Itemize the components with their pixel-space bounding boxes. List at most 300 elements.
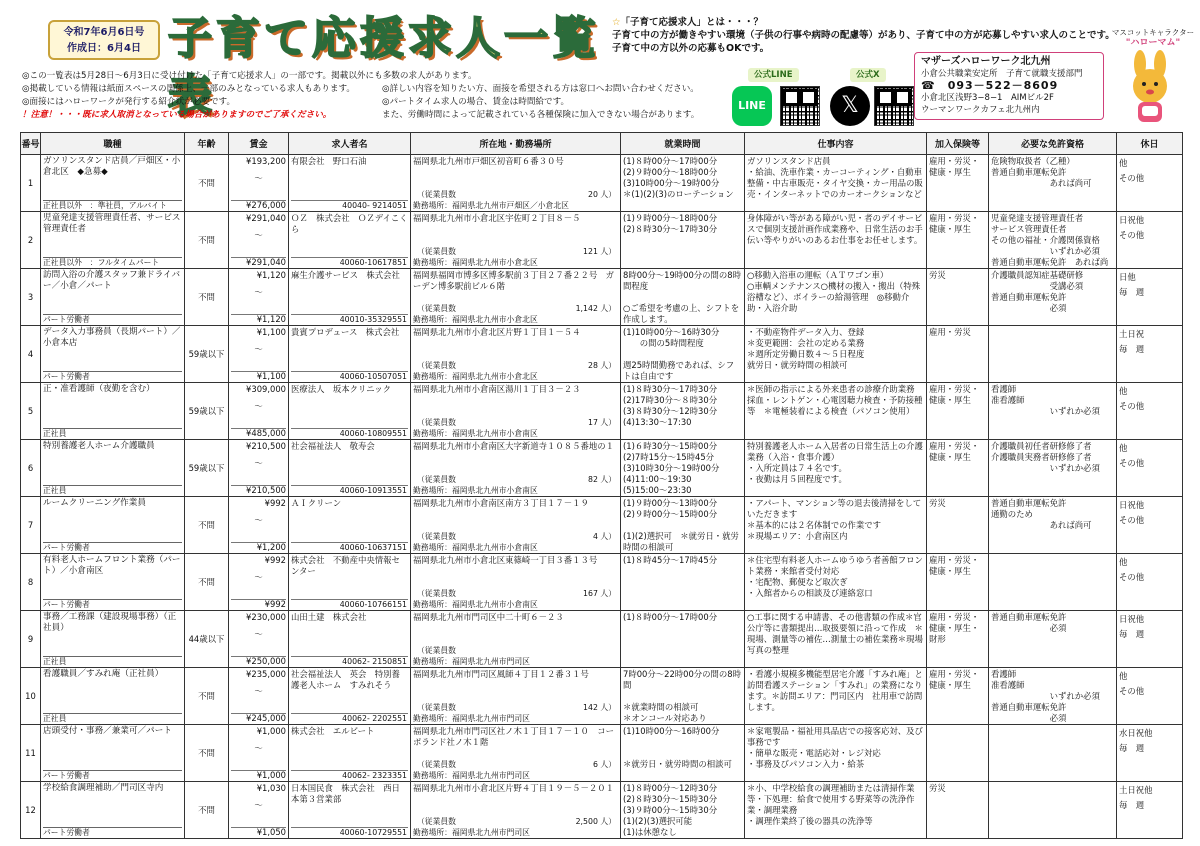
license-cell — [989, 383, 1117, 440]
company-name: 日本国民食 株式会社 西日本第３営業部 — [291, 783, 400, 804]
employment-type: パート労働者 — [43, 599, 182, 610]
working-hours: (1)６時30分～15時00分 (2)7時15分～15時45分 (3)10時30分～19時00分 (4)11:00～19:30 (5)15:00～23:30 — [623, 441, 720, 495]
company-cell — [289, 497, 411, 554]
wage-min: ¥1,030 — [256, 783, 286, 793]
holidays: 土日祝 毎 週 — [1119, 329, 1145, 354]
wage-min: ¥992 — [264, 498, 286, 508]
employee-count: 17 人） — [588, 418, 616, 427]
wage-max: ¥250,000 — [246, 656, 286, 666]
wage-cell — [229, 611, 289, 668]
hours-cell — [621, 611, 745, 668]
insurance: 労災 — [929, 783, 946, 793]
job-duties: ・看護小規模多機能型居宅介護「すみれ庵」と訪問看護ステーション「すみれ」の業務になります。＊訪問エリア：門司区内 社用車で訪問します。 — [747, 669, 923, 712]
location-cell — [411, 155, 621, 212]
wage-cell — [229, 212, 289, 269]
employment-type: パート労働者 — [43, 770, 182, 781]
age-requirement: 不問 — [185, 155, 229, 212]
employment-type: 正社員 — [43, 656, 182, 667]
company-cell — [289, 383, 411, 440]
header-number: 番号 — [21, 133, 41, 155]
age-requirement: 不問 — [185, 497, 229, 554]
work-place-label: 勤務場所： — [413, 771, 452, 780]
wage-min: ¥193,200 — [246, 156, 286, 166]
insurance-cell — [927, 269, 989, 326]
location-cell — [411, 212, 621, 269]
header-hours: 就業時間 — [621, 133, 745, 155]
company-cell — [289, 269, 411, 326]
work-place: 福岡県北九州市門司区 — [451, 657, 530, 666]
work-place: 福岡県北九州市門司区 — [451, 828, 530, 837]
employees-label: （従業員数 — [417, 247, 456, 256]
wage-max: ¥276,000 — [246, 200, 286, 210]
job-title: ガソリンスタンド店員／戸畑区・小倉北区 ◆急募◆ — [43, 156, 181, 177]
employees-label: （従業員数 — [417, 817, 456, 826]
employment-type: 正社員以外 ：準社員，アルバイト — [43, 200, 182, 211]
work-place-label: 勤務場所： — [413, 315, 452, 324]
insurance-cell — [927, 497, 989, 554]
insurance-cell — [927, 212, 989, 269]
job-duties: ＊家電製品・福祉用具品店での接客応対、及び事務です ・簡単な販売・電話応対・レジ対応 ・事務及びパソコン入力・給茶 — [747, 726, 923, 769]
holidays: 土日祝他 毎 週 — [1119, 785, 1153, 810]
work-place-label: 勤務場所： — [413, 429, 452, 438]
wage-cell — [229, 383, 289, 440]
job-cell — [41, 155, 185, 212]
company-address: 福岡県北九州市小倉南区湯川１丁目３－２３ — [413, 384, 581, 394]
job-code: 40062- 2202551 — [342, 714, 407, 723]
wage-min: ¥291,040 — [246, 213, 286, 223]
job-code: 40060-10766151 — [339, 600, 407, 609]
insurance: 雇用・労災・健康・厚生 — [929, 555, 980, 576]
wage-range-tilde: ～ — [254, 743, 263, 753]
company-address: 福岡県北九州市戸畑区初音町６番３０号 — [413, 156, 564, 166]
wage-range-tilde: ～ — [254, 287, 263, 297]
wage-range-tilde: ～ — [254, 230, 263, 240]
holidays: 水日祝他 毎 週 — [1119, 728, 1153, 753]
line-logo-icon[interactable]: LINE — [732, 86, 772, 126]
work-place-label: 勤務場所： — [413, 714, 452, 723]
wage-range-tilde: ～ — [254, 401, 263, 411]
table-row — [21, 440, 1183, 497]
employee-count: 121 人） — [583, 247, 616, 256]
insurance: 雇用・労災・健康・厚生 — [929, 441, 980, 462]
work-place: 福岡県北九州市小倉南区 — [451, 600, 538, 609]
license-cell — [989, 554, 1117, 611]
employees-label: （従業員数 — [417, 646, 456, 655]
company-name: 貴賓プロデュース 株式会社 — [291, 327, 400, 337]
table-row — [21, 383, 1183, 440]
company-name: 有限会社 野口石油 — [291, 156, 367, 166]
row-number: 1 — [21, 155, 41, 212]
job-code: 40062- 2323351 — [342, 771, 407, 780]
required-license — [989, 725, 1116, 781]
employee-count: 1,142 人） — [575, 304, 616, 313]
company-name: 株式会社 不動産中央情報センター — [291, 555, 400, 576]
company-address: 福岡県北九州市門司区社ノ木１丁目１７－１０ コーポランド社ノ木１階 — [413, 726, 614, 747]
wage-range-tilde: ～ — [254, 629, 263, 639]
table-row — [21, 497, 1183, 554]
location-cell — [411, 554, 621, 611]
required-license — [989, 554, 1116, 610]
holiday-cell — [1117, 668, 1183, 725]
line-label: 公式LINE — [748, 68, 799, 82]
holidays: 日祝他 その他 — [1119, 500, 1145, 525]
working-hours: (1)８時30分～17時30分 (2)17時30分～８時30分 (3)８時30分～12時30分 (4)13:30～17:30 — [623, 384, 718, 427]
company-cell — [289, 554, 411, 611]
hours-cell — [621, 326, 745, 383]
employees-label: （従業員数 — [417, 532, 456, 541]
holidays: 他 その他 — [1119, 443, 1145, 468]
work-place-label: 勤務場所： — [413, 657, 452, 666]
insurance: 労災 — [929, 498, 946, 508]
job-code: 40060-10637151 — [339, 543, 407, 552]
table-row — [21, 155, 1183, 212]
company-address: 福岡県北九州市小倉北区宇佐町２丁目８－５ — [413, 213, 581, 223]
row-number: 7 — [21, 497, 41, 554]
duties-cell — [745, 155, 927, 212]
hours-cell — [621, 554, 745, 611]
duties-cell — [745, 554, 927, 611]
required-license: 介護職員初任者研修修了者 介護職員実務者研修修了者 いずれか必須 — [991, 441, 1100, 473]
holidays: 日他 毎 週 — [1119, 272, 1145, 297]
insurance-cell — [927, 668, 989, 725]
job-title: 事務／工務課（建設現場事務）（正社員） — [43, 612, 177, 633]
working-hours: (1)８時00分～17時00分 (2)９時00分～18時00分 (3)10時00分～19時00分 ＊(1)(2)(3)のローテーション — [623, 156, 734, 199]
mascot-rabbit-icon — [1118, 50, 1182, 128]
created-date: 作成日：6月4日 — [67, 43, 141, 54]
company-name: 麻生介護サービス 株式会社 — [291, 270, 400, 280]
header-company: 求人者名 — [289, 133, 411, 155]
wage-min: ¥235,000 — [246, 669, 286, 679]
working-hours: (1)10時00分～16時00分 ＊就労日・就労時間の相談可 — [623, 726, 732, 769]
header-duties: 仕事内容 — [745, 133, 927, 155]
table-row — [21, 725, 1183, 782]
employee-count: 6 人） — [592, 760, 616, 769]
job-code: 40060-10913551 — [339, 486, 407, 495]
wage-min: ¥1,120 — [256, 270, 286, 280]
location-cell — [411, 725, 621, 782]
working-hours: (1)８時00分～12時30分 (2)８時30分～15時30分 (3)９時00分～15時30分 (1)(2)(3)選択可能 (1)は休憩なし — [623, 783, 718, 837]
job-table — [20, 132, 1183, 839]
holiday-cell — [1117, 782, 1183, 839]
location-cell — [411, 383, 621, 440]
company-cell — [289, 212, 411, 269]
job-cell — [41, 782, 185, 839]
employment-type: 正社員 — [43, 428, 182, 439]
mascot-name: "ハローマム" — [1125, 38, 1181, 48]
job-title: 児童発達支援管理責任者、サービス管理責任者 — [43, 213, 181, 234]
hours-cell — [621, 155, 745, 212]
employment-type: パート労働者 — [43, 827, 182, 838]
employees-label: （従業員数 — [417, 703, 456, 712]
company-cell — [289, 782, 411, 839]
work-place: 福岡県北九州市小倉南区 — [451, 429, 538, 438]
job-duties: 身体障がい等がある障がい児・者のデイサービスで個別支援計画作成業務や、日常生活のお手伝い等やりがいのあるお仕事をお任せします。 — [747, 213, 923, 245]
job-title: 店頭受付・事務／兼業可／パート — [43, 726, 172, 736]
insurance: 雇用・労災・健康・厚生 — [929, 213, 980, 234]
work-place: 福岡県北九州市小倉南区 — [451, 486, 538, 495]
holiday-cell — [1117, 269, 1183, 326]
notes-block — [22, 70, 722, 122]
wage-max: ¥210,500 — [246, 485, 286, 495]
duties-cell — [745, 611, 927, 668]
insurance: 雇用・労災・健康・厚生 — [929, 156, 980, 177]
company-cell — [289, 725, 411, 782]
wage-cell — [229, 497, 289, 554]
location-cell — [411, 269, 621, 326]
age-requirement: 不問 — [185, 212, 229, 269]
insurance-cell — [927, 383, 989, 440]
required-license: 普通自動車運転免許 通勤のため あれば尚可 — [991, 498, 1092, 530]
line-qr-code-icon[interactable] — [780, 86, 820, 126]
license-cell — [989, 440, 1117, 497]
wage-range-tilde: ～ — [254, 458, 263, 468]
hours-cell — [621, 212, 745, 269]
job-cell — [41, 383, 185, 440]
wage-min: ¥1,100 — [256, 327, 286, 337]
working-hours: (1)９時00分～13時00分 (2)９時00分～15時00分 (1)(2)選択可 ＊就労日・就労時間の相談可 — [623, 498, 739, 552]
hours-cell — [621, 440, 745, 497]
company-name: ＡＩクリーン — [291, 498, 342, 508]
license-cell — [989, 326, 1117, 383]
wage-max: ¥245,000 — [246, 713, 286, 723]
company-address: 福岡県福岡市博多区博多駅前３丁目２７番２２号 ガーデン博多駅前ビル６階 — [413, 270, 614, 291]
job-cell — [41, 440, 185, 497]
job-duties: ガソリンスタンド店員 ・給油、洗車作業・カーコーティング・自動車整備・中古車販売・タイヤ交換・カー用品の販売・インターネットでのカーオークションなど — [747, 156, 923, 199]
insurance: 雇用・労災・健康・厚生 — [929, 669, 980, 690]
table-row — [21, 269, 1183, 326]
work-place-label: 勤務場所： — [413, 372, 452, 381]
wage-cell — [229, 155, 289, 212]
job-code: 40062- 2150851 — [342, 657, 407, 666]
job-title: ルームクリーニング作業員 — [43, 498, 146, 508]
holidays: 他 その他 — [1119, 158, 1145, 183]
star-icon: ☆ — [612, 17, 621, 28]
license-cell — [989, 155, 1117, 212]
holiday-cell — [1117, 497, 1183, 554]
employees-label: （従業員数 — [417, 190, 456, 199]
row-number: 6 — [21, 440, 41, 497]
x-qr-code-icon[interactable] — [874, 86, 914, 126]
company-cell — [289, 611, 411, 668]
required-license — [989, 326, 1116, 382]
employee-count: 28 人） — [588, 361, 616, 370]
holiday-cell — [1117, 440, 1183, 497]
wage-cell — [229, 554, 289, 611]
company-address: 福岡県北九州市門司区中二十町６－２３ — [413, 612, 564, 622]
row-number: 11 — [21, 725, 41, 782]
wage-range-tilde: ～ — [254, 800, 263, 810]
office-address: 小倉北区浅野3−8−1 AIMビル2F — [921, 93, 1054, 103]
header-license: 必要な免許資格 — [989, 133, 1117, 155]
job-cell — [41, 212, 185, 269]
wage-max: ¥992 — [264, 599, 286, 609]
office-subtitle: 小倉公共職業安定所 子育て就職支援部門 — [921, 69, 1083, 79]
office-phone: ☎ 093－522－8609 — [921, 79, 1059, 92]
definition-text-1: 子育て中の方が働きやすい環境（子供の行事や病時の配慮等）があり、子育て中の方が応募しやすい求人のことです。 — [612, 30, 1115, 41]
working-hours: (1)９時00分～18時00分 (2)８時30分～17時30分 — [623, 213, 718, 234]
age-requirement: 不問 — [185, 668, 229, 725]
company-address: 福岡県北九州市門司区風師４丁目１２番３１号 — [413, 669, 589, 679]
work-place-label: 勤務場所： — [413, 201, 452, 210]
job-title: 学校給食調理補助／門司区寺内 — [43, 783, 164, 793]
work-place: 福岡県北九州市門司区 — [451, 714, 530, 723]
insurance-cell — [927, 611, 989, 668]
job-duties: ・アパート、マンション等の退去後清掃をしていただきます ＊基本的には２名体制での作業です ＊現場エリア：小倉南区内 — [747, 498, 922, 541]
required-license: 看護師 准看護師 いずれか必須 普通自動車運転免許 必須 — [991, 669, 1100, 723]
employees-label: （従業員数 — [417, 589, 456, 598]
job-cell — [41, 611, 185, 668]
location-cell — [411, 497, 621, 554]
insurance: 雇用・労災 — [929, 327, 971, 337]
note-left-3: ◎面接にはハローワークが発行する紹介状が必要です。 — [22, 97, 236, 107]
wage-max: ¥1,200 — [256, 542, 286, 552]
table-row — [21, 611, 1183, 668]
duties-cell — [745, 212, 927, 269]
holiday-cell — [1117, 725, 1183, 782]
note-right-2: ◎パートタイム求人の場合、賃金は時間給です。 — [382, 97, 570, 107]
license-cell — [989, 269, 1117, 326]
job-code: 40060-10617851 — [339, 258, 407, 267]
job-title: 訪問入浴の介護スタッフ兼ドライバー／小倉／パート — [43, 270, 181, 291]
wage-max: ¥1,000 — [256, 770, 286, 780]
job-duties: ＊小、中学校給食の調理補助または清掃作業等・下処理：給食で使用する野菜等の洗浄作業・調理業務 ・調理作業終了後の器具の洗浄等 — [747, 783, 915, 826]
insurance-cell — [927, 782, 989, 839]
duties-cell — [745, 440, 927, 497]
employment-type: 正社員 — [43, 485, 182, 496]
job-title: 看護職員／すみれ庵（正社員） — [43, 669, 164, 679]
location-cell — [411, 326, 621, 383]
header-location: 所在地・勤務場所 — [411, 133, 621, 155]
employees-label: （従業員数 — [417, 475, 456, 484]
working-hours: (1)10時00分～16時30分 の間の5時間程度 週25時間勤務であれば、シフトは自由です — [623, 327, 735, 381]
working-hours: 7時00分～22時00分の間の8時間 ＊就業時間の相談可 ＊オンコール対応あり — [623, 669, 742, 723]
working-hours: (1)８時00分～17時00分 — [623, 612, 718, 622]
work-place: 福岡県北九州市門司区 — [451, 771, 530, 780]
x-logo-icon[interactable]: 𝕏 — [830, 86, 870, 126]
required-license — [989, 782, 1116, 838]
insurance: 雇用・労災・健康・厚生 — [929, 384, 980, 405]
duties-cell — [745, 668, 927, 725]
wage-cell — [229, 668, 289, 725]
work-place-label: 勤務場所： — [413, 543, 452, 552]
employee-count: 167 人） — [583, 589, 616, 598]
wage-max: ¥1,120 — [256, 314, 286, 324]
holiday-cell — [1117, 554, 1183, 611]
insurance — [927, 725, 988, 781]
work-place: 福岡県北九州市戸畑区／小倉北区 — [451, 201, 569, 210]
company-name: 医療法人 坂本クリニック — [291, 384, 391, 394]
employment-type: パート労働者 — [43, 371, 182, 382]
office-info-box — [914, 52, 1104, 120]
issue-date: 令和7年6月6日号 — [63, 27, 145, 38]
age-requirement: 44歳以下 — [185, 611, 229, 668]
duties-cell — [745, 497, 927, 554]
wage-max: ¥1,100 — [256, 371, 286, 381]
insurance-cell — [927, 155, 989, 212]
work-place-label: 勤務場所： — [413, 486, 452, 495]
company-cell — [289, 668, 411, 725]
license-cell — [989, 611, 1117, 668]
age-requirement: 不問 — [185, 725, 229, 782]
header-age: 年齢 — [185, 133, 229, 155]
row-number: 10 — [21, 668, 41, 725]
wage-cell — [229, 440, 289, 497]
employee-count: 20 人） — [588, 190, 616, 199]
age-requirement: 不問 — [185, 782, 229, 839]
hours-cell — [621, 725, 745, 782]
employment-type: 正社員 — [43, 713, 182, 724]
duties-cell — [745, 269, 927, 326]
holiday-cell — [1117, 212, 1183, 269]
license-cell — [989, 782, 1117, 839]
x-label: 公式X — [850, 68, 886, 82]
location-cell — [411, 440, 621, 497]
issue-date-box — [48, 20, 160, 60]
holiday-cell — [1117, 155, 1183, 212]
work-place-label: 勤務場所： — [413, 828, 452, 837]
job-cell — [41, 269, 185, 326]
wage-min: ¥992 — [264, 555, 286, 565]
row-number: 12 — [21, 782, 41, 839]
age-requirement: 不問 — [185, 269, 229, 326]
wage-cell — [229, 269, 289, 326]
employment-type: 正社員以外 ：フルタイムパート — [43, 257, 182, 268]
table-row — [21, 212, 1183, 269]
holiday-cell — [1117, 326, 1183, 383]
job-cell — [41, 668, 185, 725]
header-wage: 賃金 — [229, 133, 289, 155]
row-number: 3 — [21, 269, 41, 326]
job-duties: ○移動入浴車の運転（ＡＴワゴン車） ○車輌メンテナンス○機材の搬入・搬出（特殊浴槽など）、ボイラーの給湯管理 ◎移動介助・入浴介助 — [747, 270, 921, 313]
age-requirement: 不問 — [185, 554, 229, 611]
required-license: 児童発達支援管理責任者 サービス管理責任者 その他の福祉・介護関係資格 いずれか必須 普通自動車運転免許 あれば尚 — [991, 213, 1109, 267]
license-cell — [989, 668, 1117, 725]
insurance-cell — [927, 326, 989, 383]
job-cell — [41, 326, 185, 383]
header-holiday: 休日 — [1117, 133, 1183, 155]
work-place-label: 勤務場所： — [413, 258, 452, 267]
wage-min: ¥1,000 — [256, 726, 286, 736]
job-code: 40060-10507051 — [339, 372, 407, 381]
job-code: 40010-35329551 — [339, 315, 407, 324]
page-title: 子育て応援求人一覧表 — [168, 13, 600, 122]
work-place: 福岡県北九州市小倉北区 — [451, 258, 538, 267]
company-cell — [289, 440, 411, 497]
company-cell — [289, 326, 411, 383]
job-duties: ○工事に関する申請書、その他書類の作成＊官公庁等に書類提出…取扱要領に沿って作成 ＊現場、測量等の補佐…測量士の補佐業務＊現場写真の整理 — [747, 612, 923, 655]
insurance-cell — [927, 554, 989, 611]
note-left-2: ◎掲載している情報は紙面スペースの関係上、一部のみとなっている求人もあります。 — [22, 84, 355, 94]
job-title: 特別養護老人ホーム介護職員 — [43, 441, 155, 451]
location-cell — [411, 668, 621, 725]
hours-cell — [621, 383, 745, 440]
table-row — [21, 326, 1183, 383]
header-insurance: 加入保険等 — [927, 133, 989, 155]
mascot-caption: マスコットキャラクター — [1111, 28, 1195, 37]
note-left-1: ◎この一覧表は5月28日～6月3日に受け付けた「子育て応援求人」の一部です。掲載以外にも多数の求人があります。 — [22, 71, 477, 81]
employees-label: （従業員数 — [417, 418, 456, 427]
company-name: 山田土建 株式会社 — [291, 612, 367, 622]
location-cell — [411, 782, 621, 839]
employee-count: 4 人） — [592, 532, 616, 541]
job-code: 40060-10729551 — [339, 828, 407, 837]
work-place: 福岡県北九州市小倉南区 — [451, 543, 538, 552]
employees-label: （従業員数 — [417, 361, 456, 370]
wage-min: ¥309,000 — [246, 384, 286, 394]
note-right-3: また、労働時間によって記載されている各種保険に加入できない場合があります。 — [382, 110, 700, 120]
required-license: 危険物取扱者（乙種） 普通自動車運転免許 あれば尚可 — [991, 156, 1092, 188]
table-row — [21, 782, 1183, 839]
